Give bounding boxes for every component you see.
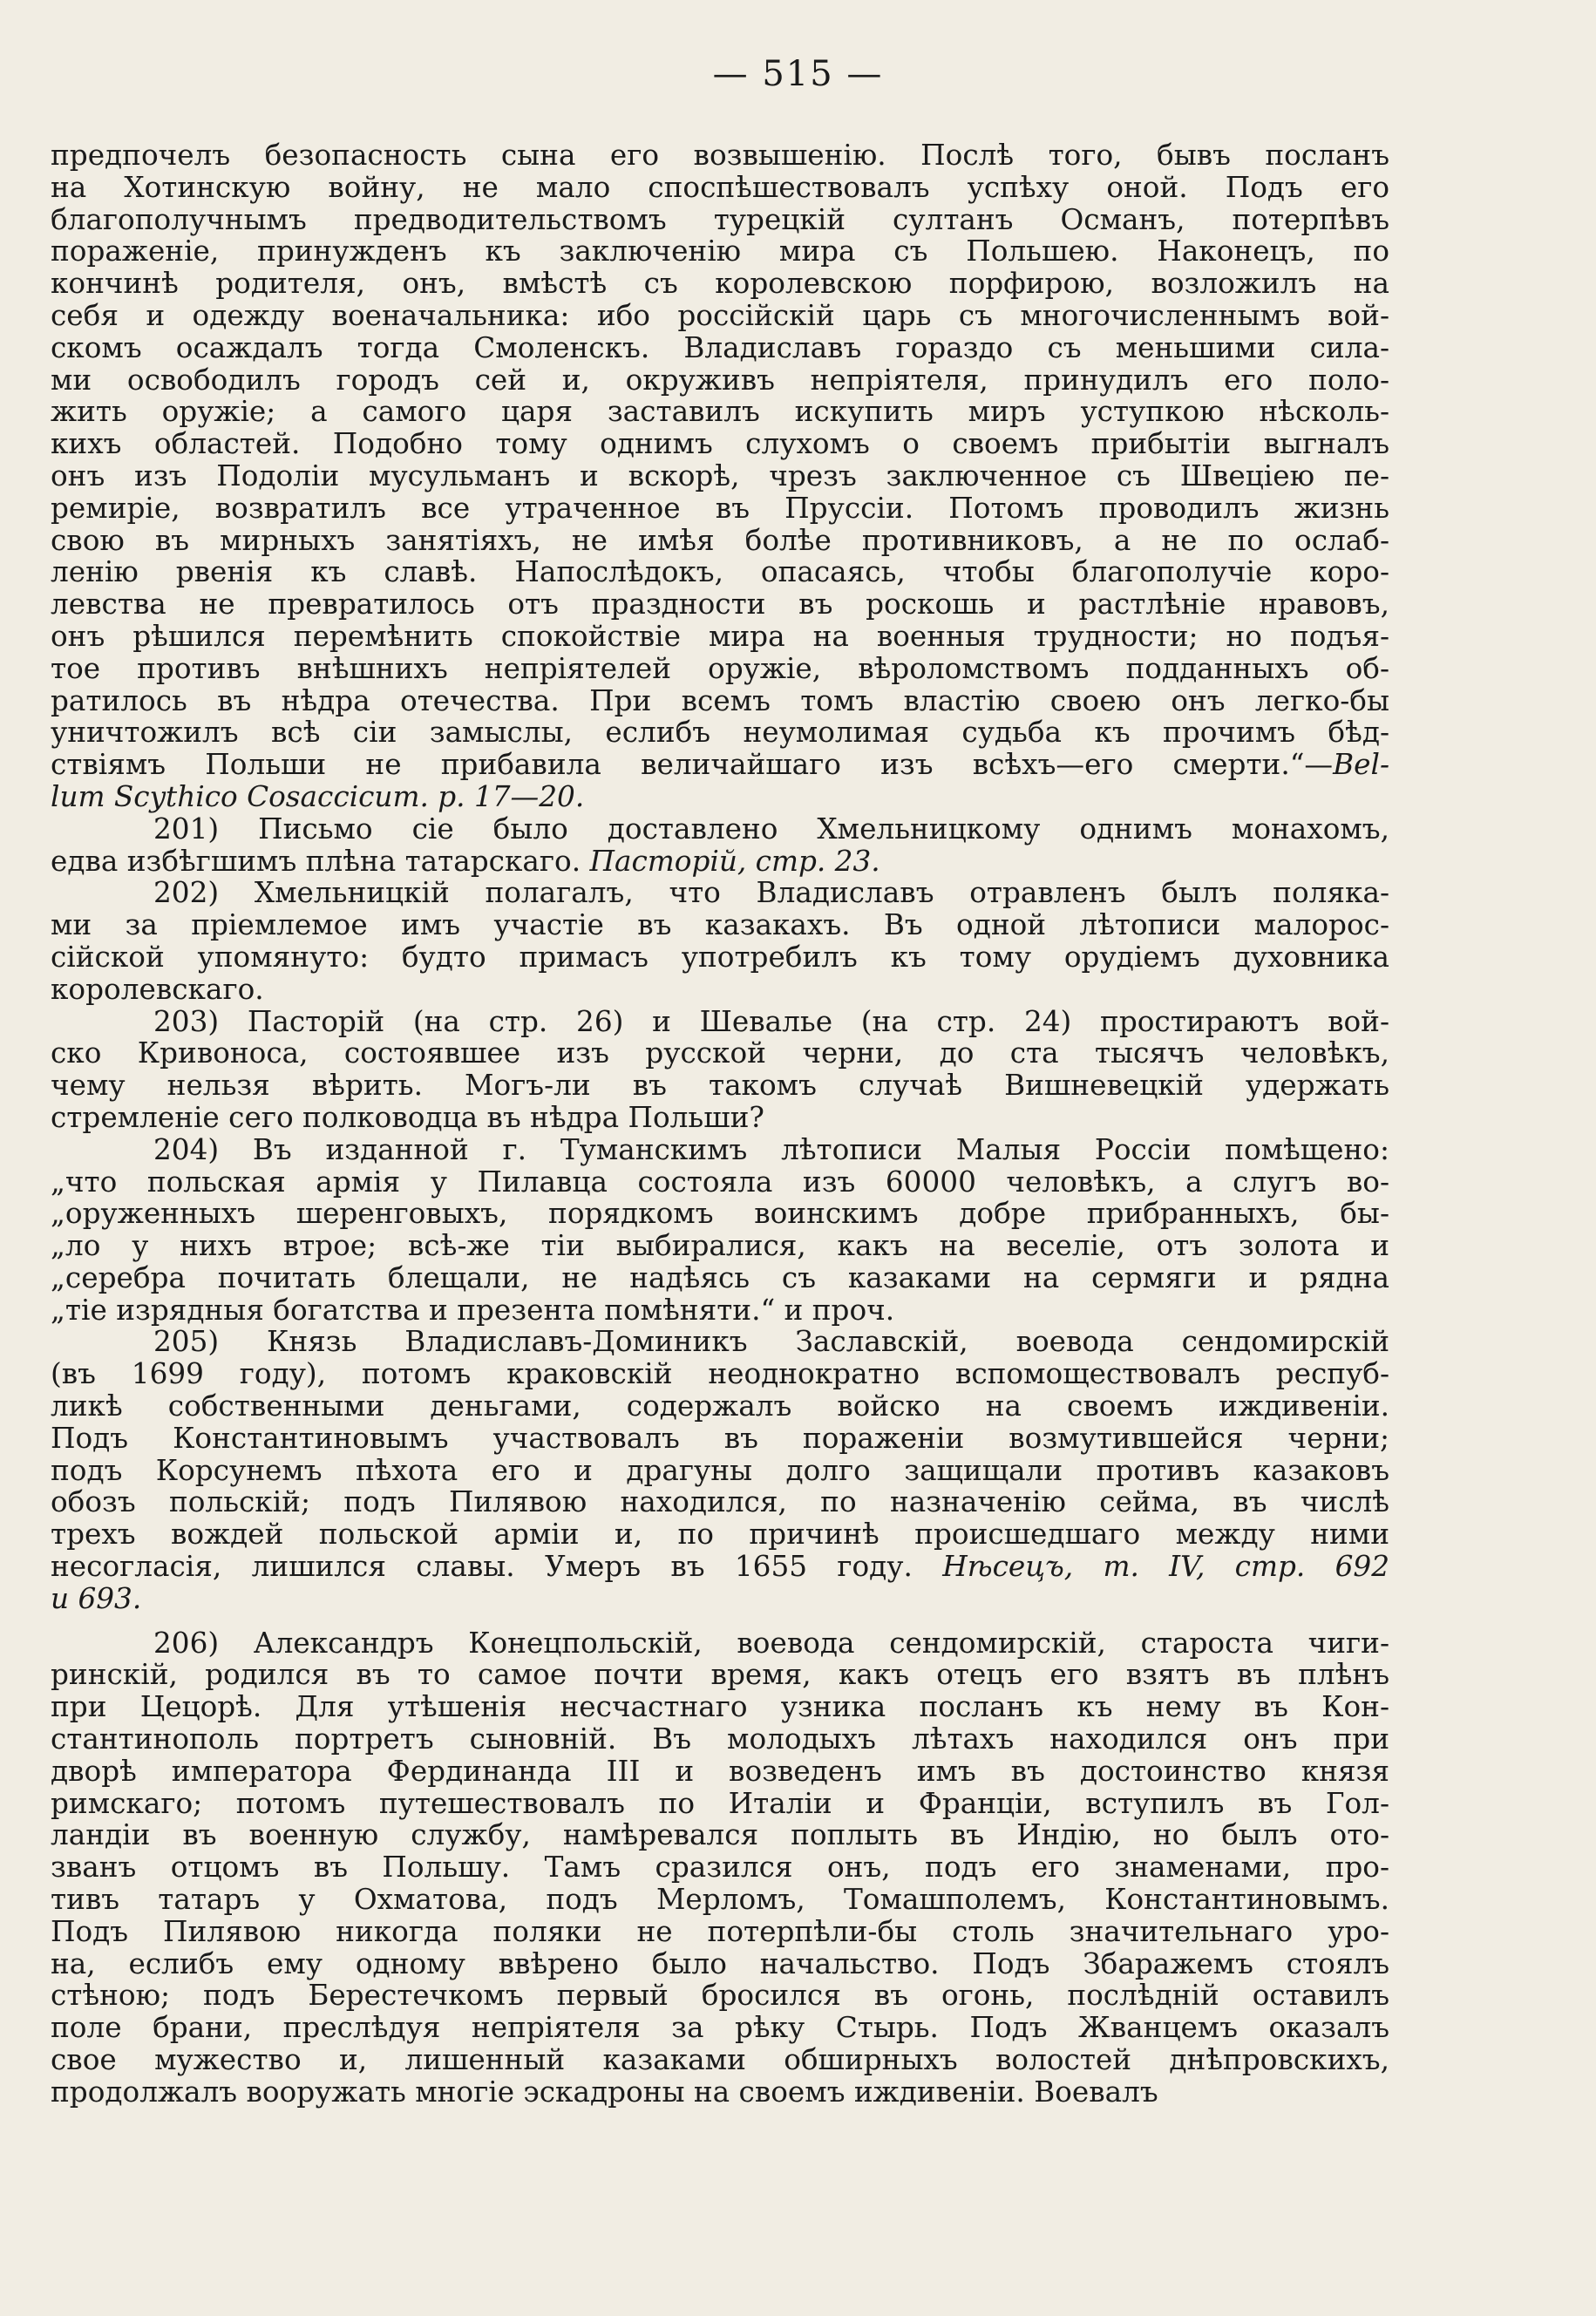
- text-line: [51, 941, 1389, 974]
- text-line: [51, 1326, 1389, 1358]
- text-run: свою въ мирныхъ занятіяхъ, не имѣя болѣе противниковъ, а не по ослаб-: [51, 523, 1389, 557]
- text-run: ремиріе, возвратилъ все утраченное въ Пруссіи. Потомъ проводилъ жизнь: [51, 491, 1389, 525]
- text-line: [51, 1756, 1389, 1788]
- text-run: стантинополь портретъ сыновній. Въ молодыхъ лѣтахъ находился онъ при: [51, 1722, 1389, 1756]
- text-run: 203) Пасторій (на стр. 26) и Шевалье (на стр. 24) простираютъ вой-: [153, 1004, 1389, 1038]
- text-line: [51, 1198, 1389, 1230]
- text-run: ленію рвенія къ славѣ. Напослѣдокъ, опасаясь, чтобы благополучіе коро-: [51, 555, 1389, 589]
- text-run: жить оружіе; а самого царя заставилъ искупить миръ уступкою нѣсколь-: [51, 395, 1389, 429]
- italic-citation: lum Scythico Cosaccicum. p. 17—20.: [51, 779, 585, 813]
- text-run: обозъ польскій; подъ Пилявою находился, по назначенію сейма, въ числѣ: [51, 1485, 1389, 1519]
- text-run: пораженіе, принужденъ къ заключенію мира съ Польшею. Наконецъ, по: [51, 234, 1389, 268]
- text-run: уничтожилъ всѣ сіи замыслы, еслибъ неумолимая судьба къ прочимъ бѣд-: [51, 716, 1389, 750]
- text-run: ми освободилъ городъ сей и, окруживъ непріятеля, принудилъ его поло-: [51, 363, 1389, 397]
- text-line: [51, 1980, 1389, 2012]
- paragraph-p200-cont: [51, 139, 1389, 813]
- paragraph-p206: [51, 1627, 1389, 2109]
- paragraph-p205: [51, 1326, 1389, 1614]
- text-run: стѣною; подъ Берестечкомъ первый бросился въ огонь, послѣдній оставилъ: [51, 1979, 1389, 2013]
- text-line: [51, 396, 1389, 428]
- text-line: [51, 1851, 1389, 1884]
- text-line: [51, 1358, 1389, 1390]
- text-run: продолжалъ вооружать многіе эскадроны на своемъ иждивеніи. Воевалъ: [51, 2075, 1158, 2109]
- text-line: [51, 1723, 1389, 1756]
- text-line: [51, 1070, 1389, 1102]
- paragraph-gap: [51, 1615, 1389, 1627]
- text-run: 204) Въ изданной г. Туманскимъ лѣтописи Малыя Россіи помѣщено:: [153, 1132, 1389, 1166]
- text-run: на, еслибъ ему одному ввѣрено было начальство. Подъ Збаражемъ стоялъ: [51, 1946, 1389, 1980]
- text-line: [51, 1518, 1389, 1551]
- text-line: [51, 685, 1389, 717]
- text-run: скомъ осаждалъ тогда Смоленскъ. Владиславъ гораздо съ меньшими сила-: [51, 330, 1389, 364]
- text-line: [51, 1551, 1389, 1583]
- text-run: себя и одежду военачальника: ибо россійскій царь съ многочисленнымъ вой-: [51, 298, 1389, 332]
- text-run: несогласія, лишился славы. Умеръ въ 1655 году.: [51, 1550, 943, 1584]
- paragraph-p203: [51, 1006, 1389, 1134]
- text-line: [51, 1819, 1389, 1851]
- text-line: [51, 1390, 1389, 1423]
- text-line: [51, 268, 1389, 300]
- text-run: свое мужество и, лишенный казаками обширныхъ волостей днѣпровскихъ,: [51, 2043, 1389, 2077]
- text-run: благополучнымъ предводительствомъ турецкій султанъ Османъ, потерпѣвъ: [51, 202, 1389, 236]
- text-line: [51, 1788, 1389, 1820]
- text-line: [51, 2076, 1389, 2109]
- text-run: при Цецорѣ. Для утѣшенія несчастнаго узника посланъ къ нему въ Кон-: [51, 1690, 1389, 1724]
- text-line: [51, 813, 1389, 846]
- text-run: ми за пріемлемое имъ участіе въ казакахъ. Въ одной лѣтописи малорос-: [51, 908, 1389, 942]
- text-run: на Хотинскую войну, не мало споспѣшествовалъ успѣху оной. Подъ его: [51, 170, 1389, 204]
- text-line: [51, 1037, 1389, 1070]
- text-line: [51, 1916, 1389, 1948]
- text-line: [51, 492, 1389, 525]
- paragraph-p202: [51, 877, 1389, 1005]
- text-run: кончинѣ родителя, онъ, вмѣстѣ съ королевскою порфирою, возложилъ на: [51, 267, 1389, 301]
- text-run: „тіе изрядныя богатства и презента помѣняти.“ и проч.: [51, 1293, 895, 1327]
- text-run: левства не превратилось отъ праздности въ роскошь и растлѣніе нравовъ,: [51, 587, 1389, 621]
- text-run: званъ отцомъ въ Польшу. Тамъ сразился онъ, подъ его знаменами, про-: [51, 1851, 1389, 1885]
- text-line: [51, 588, 1389, 621]
- text-line: [51, 1627, 1389, 1660]
- text-line: [51, 1659, 1389, 1691]
- text-run: тое противъ внѣшнихъ непріятелей оружіе, вѣроломствомъ подданныхъ об-: [51, 651, 1389, 685]
- text-run: дворѣ императора Фердинанда III и возведенъ имъ въ достоинство князя: [51, 1754, 1389, 1788]
- italic-citation: Пасторій, стр. 23.: [589, 844, 880, 878]
- text-line: [51, 2012, 1389, 2044]
- text-run: ландіи въ военную службу, намѣревался поплыть въ Индію, но былъ ото-: [51, 1818, 1389, 1852]
- text-line: [51, 235, 1389, 268]
- text-line: [51, 717, 1389, 749]
- text-line: [51, 428, 1389, 460]
- text-line: [51, 332, 1389, 364]
- text-run: „что польская армія у Пилавца состояла изъ 60000 человѣкъ, а слугъ во-: [51, 1165, 1389, 1199]
- paragraph-p204: [51, 1134, 1389, 1327]
- text-line: [51, 974, 1389, 1006]
- text-block: [51, 139, 1389, 2109]
- text-line: [51, 2044, 1389, 2076]
- text-line: [51, 653, 1389, 685]
- text-run: 201) Письмо сіе было доставлено Хмельницкому однимъ монахомъ,: [153, 812, 1389, 846]
- text-line: [51, 1134, 1389, 1166]
- text-run: ско Кривоноса, состоявшее изъ русской черни, до ста тысячъ человѣкъ,: [51, 1036, 1389, 1070]
- text-run: подъ Корсунемъ пѣхота его и драгуны долго защищали противъ казаковъ: [51, 1453, 1389, 1487]
- text-line: [51, 1166, 1389, 1199]
- text-line: [51, 621, 1389, 653]
- text-line: [51, 1423, 1389, 1455]
- text-run: онъ рѣшился перемѣнить спокойствіе мира на военныя трудности; но подъя-: [51, 619, 1389, 653]
- text-line: [51, 1583, 1389, 1615]
- text-line: [51, 1948, 1389, 1980]
- text-line: [51, 749, 1389, 781]
- text-line: [51, 1006, 1389, 1038]
- text-run: тивъ татаръ у Охматова, подъ Мерломъ, Томашполемъ, Константиновымъ.: [51, 1883, 1389, 1917]
- text-line: [51, 525, 1389, 557]
- text-line: [51, 781, 1389, 813]
- text-line: [51, 1884, 1389, 1916]
- text-run: (въ 1699 году), потомъ краковскій неоднократно вспомоществовалъ респуб-: [51, 1357, 1389, 1391]
- italic-citation: Bel-: [1333, 748, 1389, 782]
- text-run: 206) Александръ Конецпольскій, воевода сендомирскій, староста чиги-: [153, 1626, 1389, 1660]
- italic-citation: и 693.: [51, 1581, 142, 1615]
- text-line: [51, 1455, 1389, 1487]
- text-line: [51, 204, 1389, 236]
- text-run: кихъ областей. Подобно тому однимъ слухомъ о своемъ прибытіи выгналъ: [51, 427, 1389, 461]
- text-run: предпочелъ безопасность сына его возвышенію. Послѣ того, бывъ посланъ: [51, 139, 1389, 172]
- text-run: Подъ Пилявою никогда поляки не потерпѣли-бы столь значительнаго уро-: [51, 1914, 1389, 1948]
- text-run: едва избѣгшимъ плѣна татарскаго.: [51, 844, 590, 878]
- text-run: „ло у нихъ втрое; всѣ-же тіи выбиралися, какъ на веселіе, отъ золота и: [51, 1229, 1389, 1263]
- text-run: „серебра почитать блещали, не надѣясь съ казаками на сермяги и рядна: [51, 1260, 1389, 1294]
- text-line: [51, 172, 1389, 204]
- text-line: [51, 877, 1389, 909]
- text-line: [51, 846, 1389, 878]
- text-line: [51, 1294, 1389, 1327]
- text-line: [51, 1102, 1389, 1134]
- text-run: римскаго; потомъ путешествовалъ по Италіи и Франціи, вступилъ въ Гол-: [51, 1786, 1389, 1820]
- text-run: 205) Князь Владиславъ-Доминикъ Заславскій, воевода сендомирскій: [153, 1325, 1389, 1359]
- text-run: поле брани, преслѣдуя непріятеля за рѣку Стырь. Подъ Жванцемъ оказалъ: [51, 2011, 1389, 2045]
- text-run: ликѣ собственными деньгами, содержалъ войско на своемъ иждивеніи.: [51, 1389, 1389, 1423]
- text-line: [51, 1230, 1389, 1262]
- text-run: сійской упомянуто: будто примасъ употребилъ къ тому орудіемъ духовника: [51, 940, 1389, 974]
- text-run: „оруженныхъ шеренговыхъ, порядкомъ воинскимъ добре прибранныхъ, бы-: [51, 1197, 1389, 1231]
- text-run: трехъ вождей польской арміи и, по причинѣ происшедшаго между ними: [51, 1518, 1389, 1552]
- text-line: [51, 364, 1389, 397]
- text-line: [51, 909, 1389, 941]
- text-run: 202) Хмельницкій полагалъ, что Владиславъ отравленъ былъ поляка-: [153, 876, 1389, 910]
- text-line: [51, 1262, 1389, 1294]
- text-line: [51, 1691, 1389, 1723]
- text-line: [51, 460, 1389, 492]
- italic-citation: Нѣсецъ, т. IV, стр. 692: [942, 1550, 1389, 1584]
- text-run: онъ изъ Подоліи мусульманъ и вскорѣ, чрезъ заключенное съ Швеціею пе-: [51, 458, 1389, 492]
- text-run: ствіямъ Польши не прибавила величайшаго изъ всѣхъ—его смерти.“—: [51, 748, 1334, 782]
- text-run: стремленіе сего полководца въ нѣдра Польши?: [51, 1100, 764, 1134]
- text-line: [51, 1486, 1389, 1518]
- text-run: чему нельзя вѣрить. Могъ-ли въ такомъ случаѣ Вишневецкій удержать: [51, 1069, 1389, 1103]
- page-number: — 515 —: [712, 54, 884, 94]
- text-line: [51, 556, 1389, 588]
- text-run: ринскій, родился въ то самое почти время, какъ отецъ его взятъ въ плѣнъ: [51, 1658, 1389, 1692]
- text-run: Подъ Константиновымъ участвовалъ въ пораженіи возмутившейся черни;: [51, 1421, 1389, 1455]
- paragraph-p201: [51, 813, 1389, 878]
- text-line: [51, 300, 1389, 332]
- text-run: ратилось въ нѣдра отечества. При всемъ томъ властію своею онъ легко-бы: [51, 683, 1389, 717]
- text-line: [51, 139, 1389, 172]
- text-run: королевскаго.: [51, 972, 264, 1006]
